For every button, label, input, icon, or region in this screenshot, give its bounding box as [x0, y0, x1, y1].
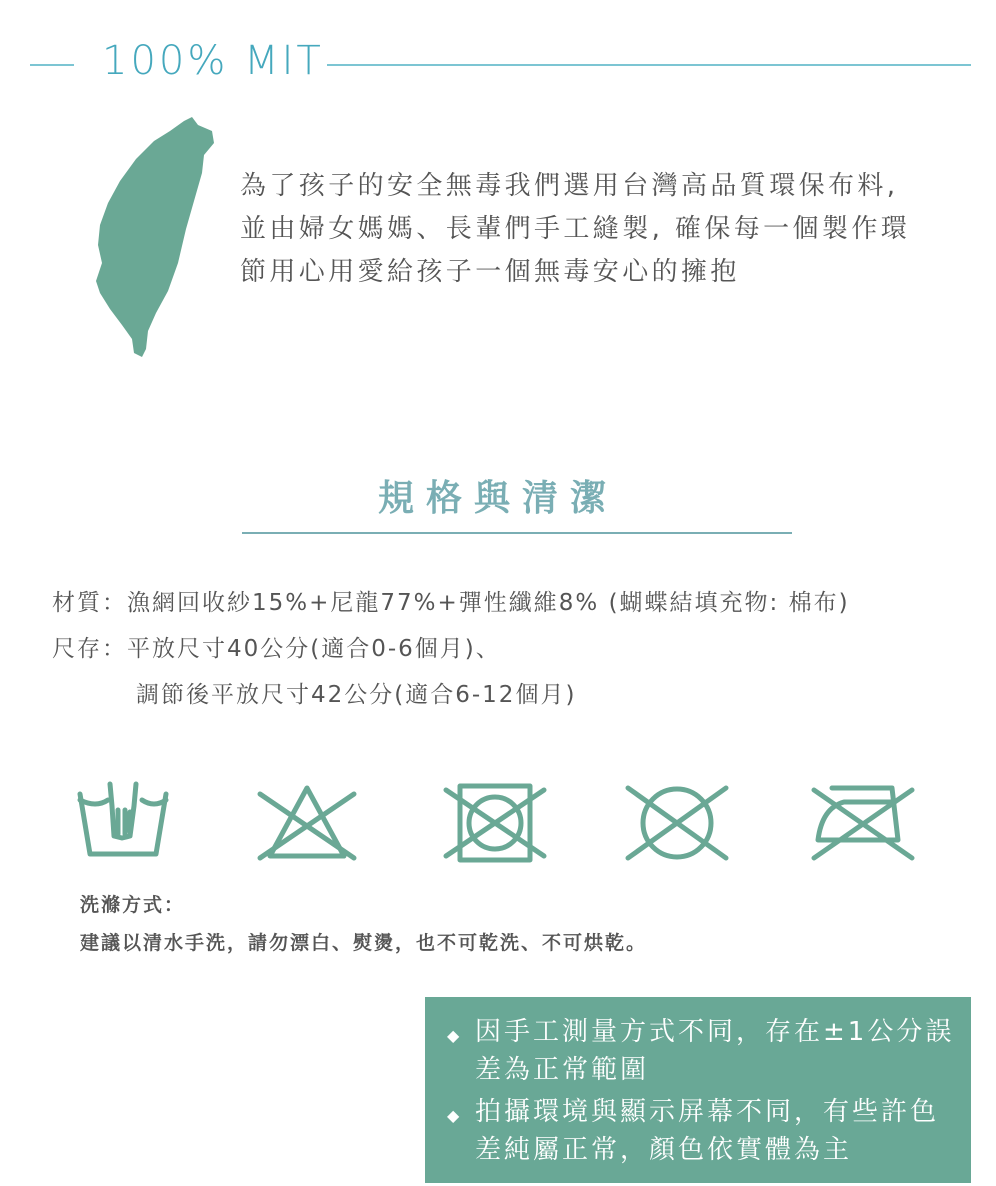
washing-instructions: 建議以清水手洗，請勿漂白、熨燙，也不可乾洗、不可烘乾。 [80, 932, 648, 954]
spec-size: 尺存：平放尺寸40公分(適合0-6個月)、 [52, 636, 501, 662]
washing-title: 洗滌方式： [80, 894, 186, 916]
spec-block [52, 580, 850, 718]
note-line: 拍攝環境與顯示屏幕不同，有些許色 [475, 1097, 940, 1127]
intro-line: 為了孩子的安全無毒我們選用台灣高品質環保布料, [240, 171, 899, 201]
intro-line: 節用心用愛給孩子一個無毒安心的擁抱 [240, 257, 740, 287]
no-bleach-icon [252, 778, 362, 868]
page-title: 100% MIT [102, 38, 324, 84]
intro-line: 並由婦女媽媽、長輩們手工縫製, 確保每一個製作環 [240, 214, 911, 244]
section-title: 規格與清潔 [377, 478, 618, 519]
note-line: 差為正常範圍 [475, 1055, 650, 1085]
taiwan-map-icon [88, 113, 218, 358]
section-divider [242, 532, 792, 534]
note-line: 差純屬正常，顏色依實體為主 [475, 1135, 853, 1165]
no-tumble-dry-icon [440, 778, 550, 868]
intro-paragraph [240, 165, 970, 294]
header-line-right [327, 64, 971, 66]
spec-size-adjusted: 調節後平放尺寸42公分(適合6-12個月) [136, 682, 577, 708]
diamond-bullet-icon: ◆ [447, 1026, 463, 1045]
diamond-bullet-icon: ◆ [447, 1106, 463, 1125]
note-item [447, 1013, 954, 1089]
no-dry-clean-icon [622, 778, 732, 868]
no-iron-icon [808, 778, 918, 868]
spec-material: 材質：漁網回收紗15%+尼龍77%+彈性纖維8% (蝴蝶結填充物: 棉布) [52, 590, 850, 616]
header-line-left [30, 64, 74, 66]
note-item [447, 1093, 939, 1169]
note-line: 因手工測量方式不同，存在±1公分誤 [475, 1017, 955, 1047]
notes-box [425, 997, 971, 1183]
hand-wash-icon [70, 778, 180, 868]
